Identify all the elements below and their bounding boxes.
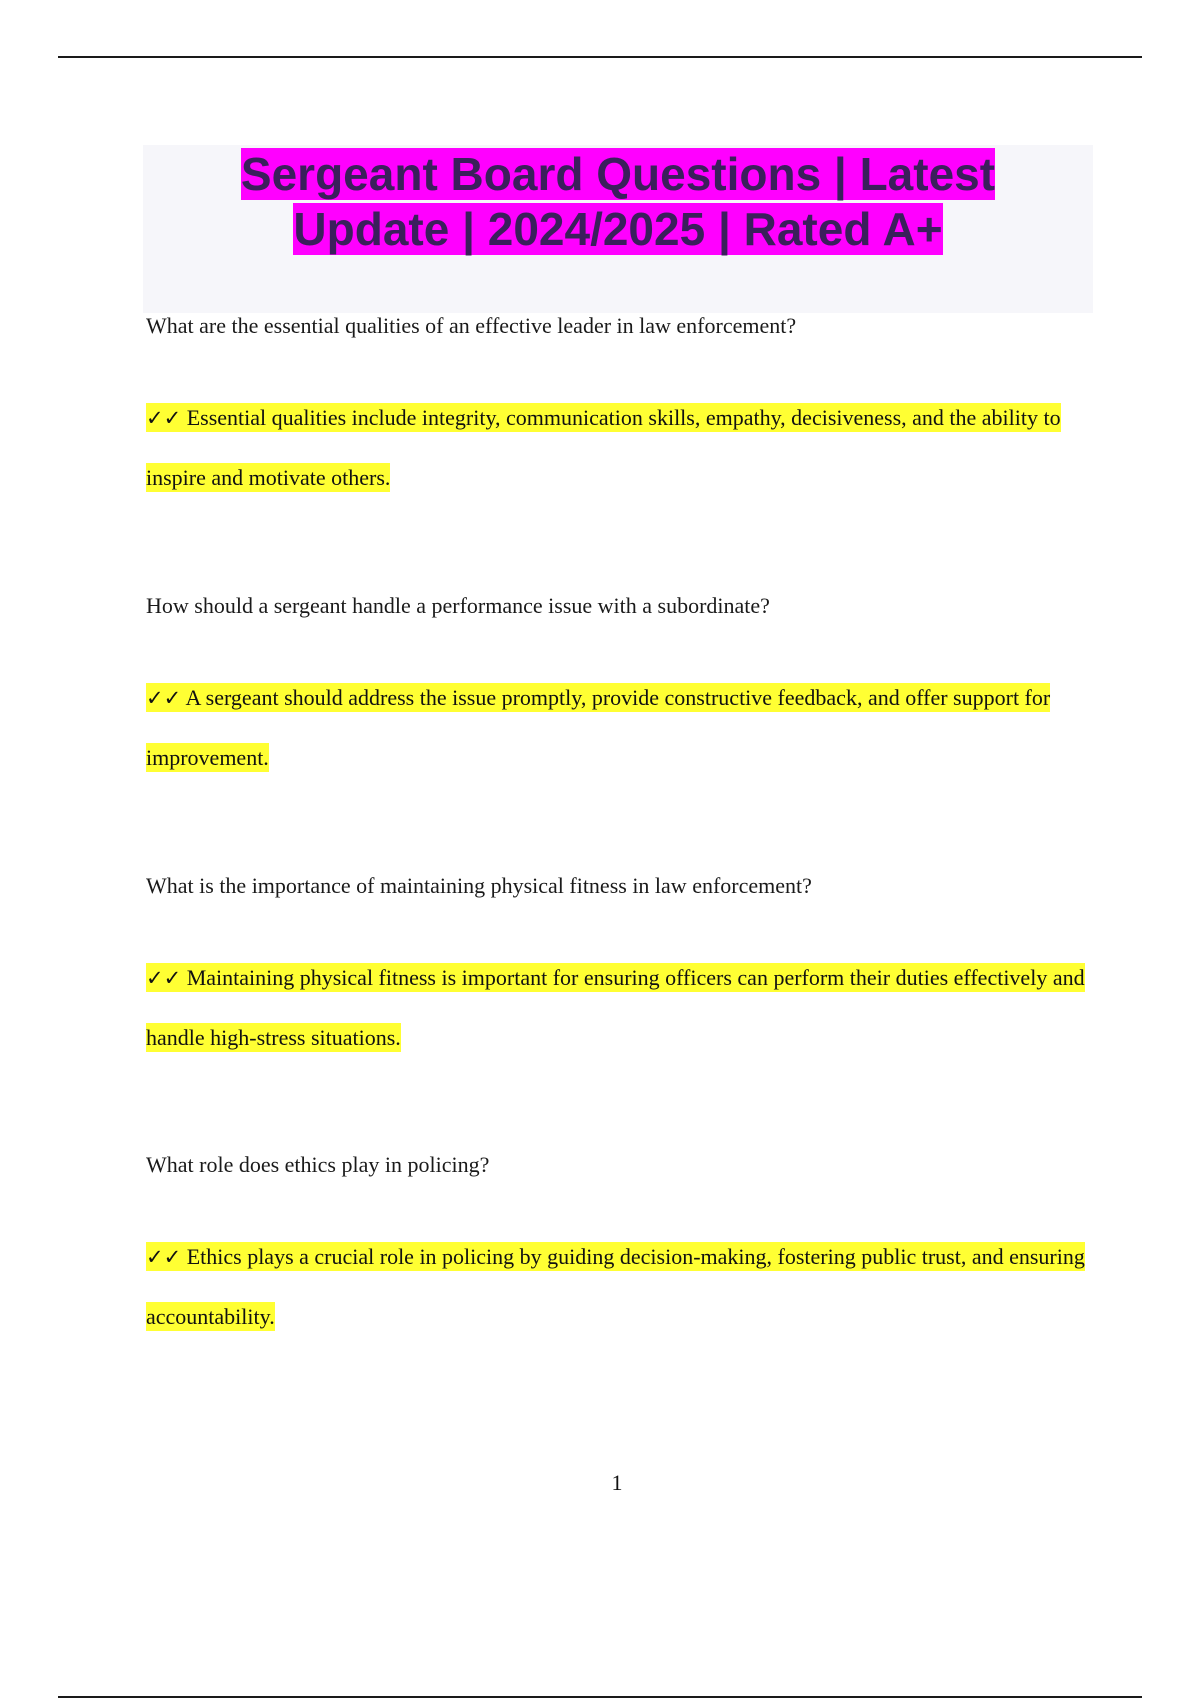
- double-check-icon: ✓✓: [146, 406, 182, 430]
- question-text: What are the essential qualities of an effective leader in law enforcement?: [146, 313, 797, 338]
- double-check-icon: ✓✓: [146, 966, 182, 990]
- answer-text: Ethics plays a crucial role in policing by guiding decision-making, fostering public trust, and ensuring accountability.: [146, 1244, 1085, 1329]
- question-text: How should a sergeant handle a performance issue with a subordinate?: [146, 593, 770, 618]
- double-check-icon: ✓✓: [146, 1245, 182, 1269]
- answer-text: A sergeant should address the issue promptly, provide constructive feedback, and offer support for improvement.: [146, 685, 1051, 770]
- answer-highlight: [146, 963, 1085, 1052]
- answer-highlight: [146, 683, 1050, 772]
- answer-block: [146, 1227, 1096, 1347]
- bottom-rule: [58, 1696, 1142, 1698]
- title-banner: [143, 145, 1093, 313]
- qa-item: [146, 872, 1096, 1068]
- answer-highlight: [146, 1242, 1085, 1331]
- question-text: What role does ethics play in policing?: [146, 1152, 490, 1177]
- answer-block: [146, 948, 1096, 1068]
- title-line-1: Sergeant Board Questions | Latest: [240, 148, 996, 200]
- answer-block: [146, 388, 1096, 508]
- page-number: 1: [611, 1470, 623, 1495]
- qa-item: [146, 1151, 1096, 1347]
- top-rule: [58, 56, 1142, 58]
- answer-text: Maintaining physical fitness is important for ensuring officers can perform their duties effectively and handle high-stress situations.: [146, 965, 1085, 1050]
- double-check-icon: ✓✓: [146, 686, 182, 710]
- title-line-2: Update | 2024/2025 | Rated A+: [293, 203, 943, 255]
- answer-text: Essential qualities include integrity, communication skills, empathy, decisiveness, and the ability to inspire and motivate others.: [146, 405, 1061, 490]
- answer-block: [146, 668, 1096, 788]
- answer-highlight: [146, 403, 1061, 492]
- document-title: [143, 145, 1093, 257]
- qa-item: [146, 592, 1096, 788]
- question-text: What is the importance of maintaining physical fitness in law enforcement?: [146, 873, 812, 898]
- qa-item: [146, 312, 1096, 508]
